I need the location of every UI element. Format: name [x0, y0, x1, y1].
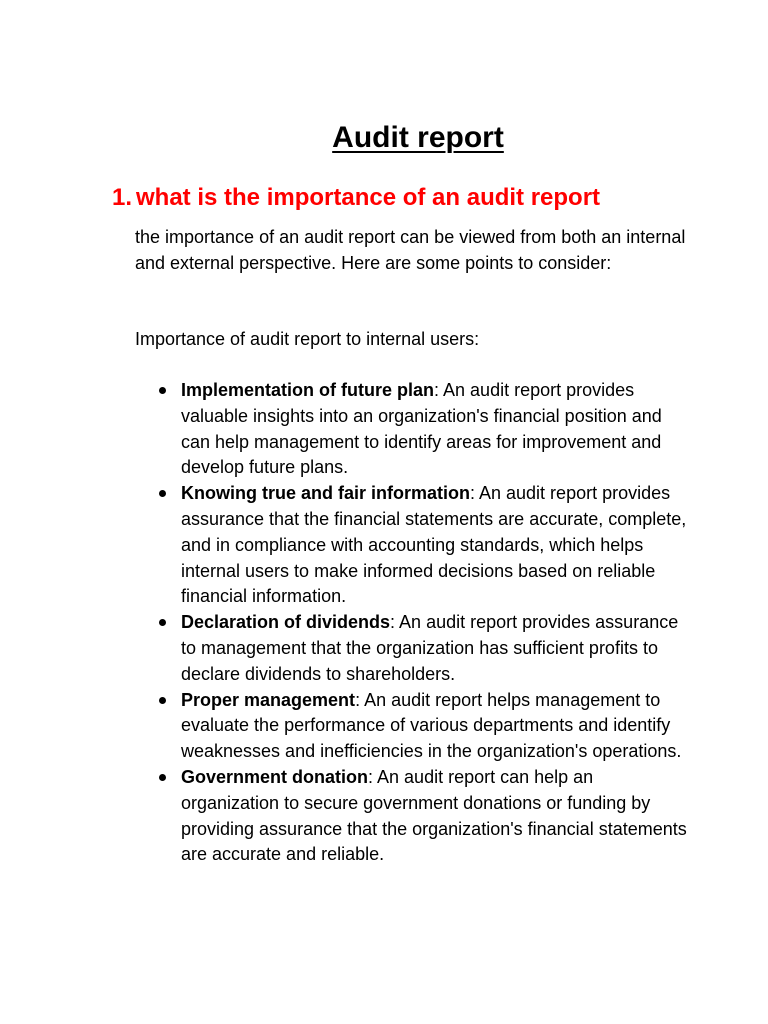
bullet-term: Implementation of future plan — [181, 380, 435, 400]
list-item — [181, 688, 691, 765]
bullet-text: : An audit report helps management to evaluate the performance of various departments and identify weaknesses and inefficiencies in the organization's operations. — [181, 689, 682, 762]
bullet-term: Proper management — [181, 689, 356, 710]
importance-bullet-list — [181, 378, 691, 868]
bullet-text: : An audit report provides assurance to management that the organization has sufficient profits to declare dividends to shareholders. — [181, 612, 679, 684]
bullet-icon — [159, 387, 166, 394]
bullet-text: : An audit report provides valuable insights into an organization's financial position and can help management to identify areas for improvement and develop future plans. — [181, 380, 662, 478]
bullet-term: Declaration of dividends — [181, 612, 391, 633]
bullet-term: Government donation — [181, 766, 369, 787]
list-item — [181, 481, 691, 610]
bullet-text: : An audit report provides assurance that the financial statements are accurate, complete, and in compliance with accounting standards, which helps internal users to make informed decisions based on reliable financial information. — [181, 483, 687, 607]
intro-paragraph: the importance of an audit report can be viewed from both an internal and external perspective. Here are some points to consider: — [135, 227, 686, 273]
bullet-icon — [159, 774, 166, 781]
section-number: 1. — [112, 184, 133, 211]
bullet-icon — [159, 697, 166, 704]
list-item — [181, 610, 691, 687]
bullet-icon — [159, 619, 166, 626]
section-heading — [112, 182, 600, 214]
bullet-term: Knowing true and fair information — [181, 483, 470, 504]
list-item — [181, 378, 691, 481]
section-heading-text: what is the importance of an audit report — [136, 184, 601, 211]
internal-users-subheading: Importance of audit report to internal users: — [135, 329, 480, 349]
bullet-icon — [159, 490, 166, 497]
bullet-text: : An audit report can help an organization to secure government donations or funding by providing assurance that the organization's financial statements are accurate and reliable. — [181, 766, 687, 865]
list-item — [181, 765, 691, 868]
document-title: Audit report — [332, 121, 504, 154]
